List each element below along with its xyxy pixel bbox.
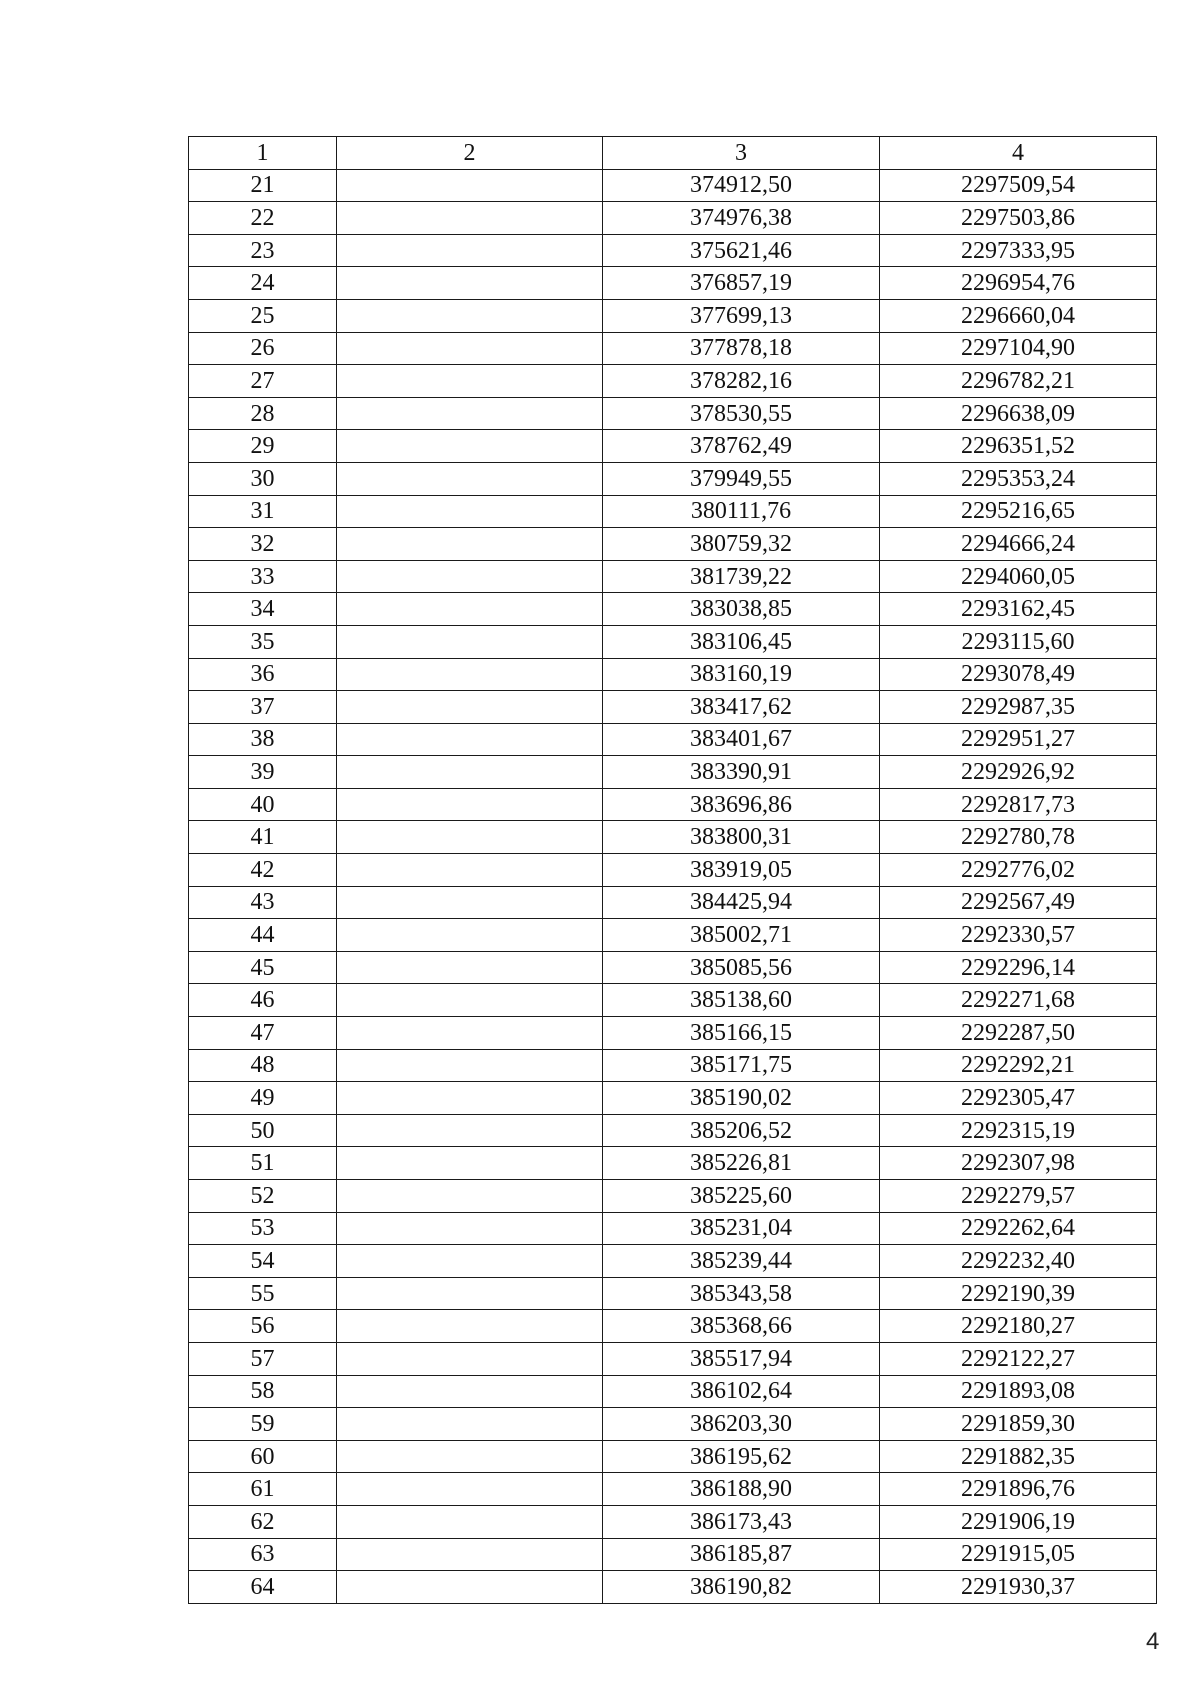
table-row	[189, 625, 1157, 658]
x-coordinate-cell: 385206,52	[603, 1114, 880, 1147]
description-cell	[337, 1538, 603, 1571]
description-cell	[337, 919, 603, 952]
y-coordinate-cell: 2292951,27	[880, 723, 1157, 756]
description-cell	[337, 886, 603, 919]
description-cell	[337, 821, 603, 854]
point-number-cell: 41	[189, 821, 337, 854]
page-number: 4	[1146, 1628, 1160, 1655]
table-row	[189, 1310, 1157, 1343]
x-coordinate-cell: 385166,15	[603, 1017, 880, 1050]
point-number-cell: 57	[189, 1342, 337, 1375]
description-cell	[337, 495, 603, 528]
x-coordinate-cell: 379949,55	[603, 462, 880, 495]
x-coordinate-cell: 381739,22	[603, 560, 880, 593]
description-cell	[337, 1473, 603, 1506]
point-number-cell: 29	[189, 430, 337, 463]
description-cell	[337, 462, 603, 495]
table-row	[189, 691, 1157, 724]
description-cell	[337, 202, 603, 235]
table-row	[189, 723, 1157, 756]
x-coordinate-cell: 383390,91	[603, 756, 880, 789]
description-cell	[337, 1310, 603, 1343]
table-row	[189, 756, 1157, 789]
y-coordinate-cell: 2296660,04	[880, 299, 1157, 332]
point-number-cell: 39	[189, 756, 337, 789]
point-number-cell: 24	[189, 267, 337, 300]
y-coordinate-cell: 2292287,50	[880, 1017, 1157, 1050]
table-row	[189, 788, 1157, 821]
y-coordinate-cell: 2291882,35	[880, 1440, 1157, 1473]
point-number-cell: 42	[189, 854, 337, 887]
y-coordinate-cell: 2294666,24	[880, 528, 1157, 561]
point-number-cell: 61	[189, 1473, 337, 1506]
x-coordinate-cell: 386173,43	[603, 1505, 880, 1538]
y-coordinate-cell: 2291930,37	[880, 1571, 1157, 1604]
description-cell	[337, 1408, 603, 1441]
x-coordinate-cell: 386190,82	[603, 1571, 880, 1604]
table-row	[189, 1342, 1157, 1375]
point-number-cell: 44	[189, 919, 337, 952]
y-coordinate-cell: 2297509,54	[880, 169, 1157, 202]
table-row	[189, 854, 1157, 887]
table-row	[189, 430, 1157, 463]
y-coordinate-cell: 2292776,02	[880, 854, 1157, 887]
description-cell	[337, 1375, 603, 1408]
description-cell	[337, 1342, 603, 1375]
point-number-cell: 38	[189, 723, 337, 756]
point-number-cell: 49	[189, 1082, 337, 1115]
table-row	[189, 951, 1157, 984]
description-cell	[337, 528, 603, 561]
x-coordinate-cell: 385231,04	[603, 1212, 880, 1245]
x-coordinate-cell: 385002,71	[603, 919, 880, 952]
y-coordinate-cell: 2292987,35	[880, 691, 1157, 724]
point-number-cell: 50	[189, 1114, 337, 1147]
description-cell	[337, 1212, 603, 1245]
point-number-cell: 62	[189, 1505, 337, 1538]
point-number-cell: 21	[189, 169, 337, 202]
x-coordinate-cell: 384425,94	[603, 886, 880, 919]
point-number-cell: 59	[189, 1408, 337, 1441]
x-coordinate-cell: 386203,30	[603, 1408, 880, 1441]
table-row	[189, 1277, 1157, 1310]
table-row	[189, 1505, 1157, 1538]
y-coordinate-cell: 2292190,39	[880, 1277, 1157, 1310]
point-number-cell: 52	[189, 1180, 337, 1213]
x-coordinate-cell: 385239,44	[603, 1245, 880, 1278]
x-coordinate-cell: 385225,60	[603, 1180, 880, 1213]
y-coordinate-cell: 2291906,19	[880, 1505, 1157, 1538]
x-coordinate-cell: 378530,55	[603, 397, 880, 430]
point-number-cell: 40	[189, 788, 337, 821]
description-cell	[337, 365, 603, 398]
description-cell	[337, 1440, 603, 1473]
table-row	[189, 202, 1157, 235]
y-coordinate-cell: 2292305,47	[880, 1082, 1157, 1115]
description-cell	[337, 1571, 603, 1604]
header-row	[189, 137, 1157, 170]
point-number-cell: 25	[189, 299, 337, 332]
description-cell	[337, 560, 603, 593]
x-coordinate-cell: 386185,87	[603, 1538, 880, 1571]
point-number-cell: 53	[189, 1212, 337, 1245]
point-number-cell: 33	[189, 560, 337, 593]
description-cell	[337, 593, 603, 626]
table-row	[189, 528, 1157, 561]
description-cell	[337, 1245, 603, 1278]
y-coordinate-cell: 2292780,78	[880, 821, 1157, 854]
table-row	[189, 593, 1157, 626]
x-coordinate-cell: 380759,32	[603, 528, 880, 561]
table-row	[189, 267, 1157, 300]
point-number-cell: 43	[189, 886, 337, 919]
column-header-3: 3	[603, 137, 880, 170]
point-number-cell: 37	[189, 691, 337, 724]
table-row	[189, 984, 1157, 1017]
x-coordinate-cell: 383800,31	[603, 821, 880, 854]
table-row	[189, 1114, 1157, 1147]
y-coordinate-cell: 2292279,57	[880, 1180, 1157, 1213]
y-coordinate-cell: 2292232,40	[880, 1245, 1157, 1278]
point-number-cell: 47	[189, 1017, 337, 1050]
point-number-cell: 46	[189, 984, 337, 1017]
y-coordinate-cell: 2292315,19	[880, 1114, 1157, 1147]
point-number-cell: 34	[189, 593, 337, 626]
description-cell	[337, 169, 603, 202]
x-coordinate-cell: 378282,16	[603, 365, 880, 398]
y-coordinate-cell: 2292330,57	[880, 919, 1157, 952]
point-number-cell: 31	[189, 495, 337, 528]
description-cell	[337, 1049, 603, 1082]
x-coordinate-cell: 383038,85	[603, 593, 880, 626]
point-number-cell: 60	[189, 1440, 337, 1473]
description-cell	[337, 723, 603, 756]
point-number-cell: 63	[189, 1538, 337, 1571]
point-number-cell: 26	[189, 332, 337, 365]
table-row	[189, 1245, 1157, 1278]
x-coordinate-cell: 385085,56	[603, 951, 880, 984]
x-coordinate-cell: 385343,58	[603, 1277, 880, 1310]
point-number-cell: 23	[189, 234, 337, 267]
description-cell	[337, 332, 603, 365]
description-cell	[337, 1505, 603, 1538]
table-row	[189, 1017, 1157, 1050]
description-cell	[337, 234, 603, 267]
x-coordinate-cell: 383417,62	[603, 691, 880, 724]
table-row	[189, 169, 1157, 202]
description-cell	[337, 625, 603, 658]
table-row	[189, 1408, 1157, 1441]
table-row	[189, 299, 1157, 332]
point-number-cell: 30	[189, 462, 337, 495]
point-number-cell: 35	[189, 625, 337, 658]
table-row	[189, 1571, 1157, 1604]
y-coordinate-cell: 2292122,27	[880, 1342, 1157, 1375]
x-coordinate-cell: 383106,45	[603, 625, 880, 658]
y-coordinate-cell: 2292817,73	[880, 788, 1157, 821]
description-cell	[337, 1082, 603, 1115]
y-coordinate-cell: 2294060,05	[880, 560, 1157, 593]
point-number-cell: 58	[189, 1375, 337, 1408]
point-number-cell: 48	[189, 1049, 337, 1082]
y-coordinate-cell: 2297104,90	[880, 332, 1157, 365]
coordinates-table	[188, 136, 1157, 1604]
y-coordinate-cell: 2297333,95	[880, 234, 1157, 267]
description-cell	[337, 984, 603, 1017]
y-coordinate-cell: 2291893,08	[880, 1375, 1157, 1408]
x-coordinate-cell: 385171,75	[603, 1049, 880, 1082]
y-coordinate-cell: 2296954,76	[880, 267, 1157, 300]
x-coordinate-cell: 386102,64	[603, 1375, 880, 1408]
x-coordinate-cell: 383696,86	[603, 788, 880, 821]
y-coordinate-cell: 2292271,68	[880, 984, 1157, 1017]
description-cell	[337, 1114, 603, 1147]
point-number-cell: 64	[189, 1571, 337, 1604]
x-coordinate-cell: 376857,19	[603, 267, 880, 300]
table-row	[189, 1147, 1157, 1180]
y-coordinate-cell: 2295353,24	[880, 462, 1157, 495]
point-number-cell: 32	[189, 528, 337, 561]
x-coordinate-cell: 374912,50	[603, 169, 880, 202]
y-coordinate-cell: 2292296,14	[880, 951, 1157, 984]
x-coordinate-cell: 377699,13	[603, 299, 880, 332]
point-number-cell: 54	[189, 1245, 337, 1278]
description-cell	[337, 1277, 603, 1310]
x-coordinate-cell: 375621,46	[603, 234, 880, 267]
description-cell	[337, 756, 603, 789]
column-header-4: 4	[880, 137, 1157, 170]
x-coordinate-cell: 385138,60	[603, 984, 880, 1017]
x-coordinate-cell: 385226,81	[603, 1147, 880, 1180]
description-cell	[337, 854, 603, 887]
table-row	[189, 821, 1157, 854]
y-coordinate-cell: 2297503,86	[880, 202, 1157, 235]
description-cell	[337, 267, 603, 300]
x-coordinate-cell: 383160,19	[603, 658, 880, 691]
y-coordinate-cell: 2296351,52	[880, 430, 1157, 463]
y-coordinate-cell: 2293115,60	[880, 625, 1157, 658]
table-row	[189, 495, 1157, 528]
y-coordinate-cell: 2293162,45	[880, 593, 1157, 626]
x-coordinate-cell: 383919,05	[603, 854, 880, 887]
table-row	[189, 397, 1157, 430]
table-row	[189, 365, 1157, 398]
table-row	[189, 658, 1157, 691]
y-coordinate-cell: 2291859,30	[880, 1408, 1157, 1441]
description-cell	[337, 951, 603, 984]
description-cell	[337, 788, 603, 821]
point-number-cell: 45	[189, 951, 337, 984]
x-coordinate-cell: 386195,62	[603, 1440, 880, 1473]
y-coordinate-cell: 2292567,49	[880, 886, 1157, 919]
x-coordinate-cell: 377878,18	[603, 332, 880, 365]
table-row	[189, 332, 1157, 365]
table-row	[189, 234, 1157, 267]
x-coordinate-cell: 385190,02	[603, 1082, 880, 1115]
table-row	[189, 1212, 1157, 1245]
description-cell	[337, 430, 603, 463]
point-number-cell: 22	[189, 202, 337, 235]
description-cell	[337, 1017, 603, 1050]
table-row	[189, 1049, 1157, 1082]
y-coordinate-cell: 2292926,92	[880, 756, 1157, 789]
point-number-cell: 56	[189, 1310, 337, 1343]
y-coordinate-cell: 2291896,76	[880, 1473, 1157, 1506]
description-cell	[337, 299, 603, 332]
table-row	[189, 886, 1157, 919]
y-coordinate-cell: 2296638,09	[880, 397, 1157, 430]
x-coordinate-cell: 383401,67	[603, 723, 880, 756]
x-coordinate-cell: 380111,76	[603, 495, 880, 528]
column-header-1: 1	[189, 137, 337, 170]
y-coordinate-cell: 2293078,49	[880, 658, 1157, 691]
description-cell	[337, 397, 603, 430]
description-cell	[337, 658, 603, 691]
point-number-cell: 51	[189, 1147, 337, 1180]
point-number-cell: 55	[189, 1277, 337, 1310]
table-row	[189, 1375, 1157, 1408]
table-row	[189, 1082, 1157, 1115]
table-row	[189, 1180, 1157, 1213]
table-row	[189, 1473, 1157, 1506]
x-coordinate-cell: 374976,38	[603, 202, 880, 235]
y-coordinate-cell: 2291915,05	[880, 1538, 1157, 1571]
table-row	[189, 560, 1157, 593]
table-body	[189, 169, 1157, 1603]
x-coordinate-cell: 378762,49	[603, 430, 880, 463]
y-coordinate-cell: 2292262,64	[880, 1212, 1157, 1245]
point-number-cell: 28	[189, 397, 337, 430]
description-cell	[337, 1180, 603, 1213]
y-coordinate-cell: 2295216,65	[880, 495, 1157, 528]
table-row	[189, 1440, 1157, 1473]
y-coordinate-cell: 2292180,27	[880, 1310, 1157, 1343]
table-row	[189, 462, 1157, 495]
table-row	[189, 919, 1157, 952]
column-header-2: 2	[337, 137, 603, 170]
description-cell	[337, 1147, 603, 1180]
point-number-cell: 27	[189, 365, 337, 398]
y-coordinate-cell: 2292292,21	[880, 1049, 1157, 1082]
x-coordinate-cell: 386188,90	[603, 1473, 880, 1506]
x-coordinate-cell: 385368,66	[603, 1310, 880, 1343]
table-row	[189, 1538, 1157, 1571]
x-coordinate-cell: 385517,94	[603, 1342, 880, 1375]
y-coordinate-cell: 2296782,21	[880, 365, 1157, 398]
point-number-cell: 36	[189, 658, 337, 691]
y-coordinate-cell: 2292307,98	[880, 1147, 1157, 1180]
description-cell	[337, 691, 603, 724]
